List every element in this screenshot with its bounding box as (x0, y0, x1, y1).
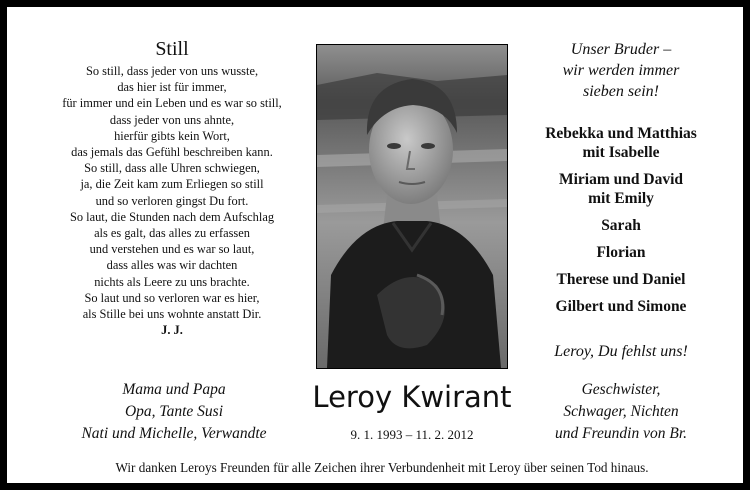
poem-line: ja, die Zeit kam zum Erliegen so still (80, 177, 264, 192)
poem-line: So laut und so verloren war es hier, (84, 290, 260, 305)
sibling-line: mit Emily (588, 190, 654, 207)
poem-line: als Stille bei uns wohnte anstatt Dir. (82, 307, 262, 322)
sibling-entry (515, 170, 727, 208)
poem-line: als es galt, das alles zu erfassen (94, 226, 250, 241)
family-line: Opa, Tante Susi (124, 403, 224, 420)
poem-line: dass alles was wir dachten (106, 258, 238, 273)
poem-line: das hier ist für immer, (117, 80, 227, 95)
poem-line: So still, dass alle Uhren schwiegen, (84, 161, 260, 176)
sibling-line: Sarah (601, 217, 641, 234)
motto (515, 39, 727, 102)
poem (33, 37, 311, 338)
poem-line: das jemals das Gefühl beschreiben kann. (71, 145, 273, 160)
poem-line: hierfür gibts kein Wort, (114, 128, 230, 143)
family-line: Nati und Michelle, Verwandte (81, 425, 267, 442)
poem-line: und verstehen und es war so laut, (89, 242, 255, 257)
sibling-line: Therese und Daniel (556, 271, 686, 288)
poem-line: nichts als Leere zu uns brachte. (94, 274, 250, 289)
sibling-entry (515, 216, 727, 235)
right-family-list (515, 379, 727, 445)
poem-line: So laut, die Stunden nach dem Aufschlag (69, 209, 275, 224)
sibling-entry (515, 124, 727, 162)
poem-line: für immer und ein Leben und es war so still, (62, 96, 282, 111)
portrait-photo (316, 44, 508, 369)
sibling-entry (515, 243, 727, 262)
family-line: Mama und Papa (122, 381, 226, 398)
family-line: Geschwister, (581, 381, 661, 398)
motto-line: wir werden immer (562, 62, 680, 79)
sibling-line: Gilbert und Simone (555, 298, 687, 315)
sibling-list (515, 124, 727, 324)
poem-title: Still (155, 38, 189, 60)
sibling-entry (515, 270, 727, 289)
sibling-entry (515, 297, 727, 316)
poem-lines (33, 63, 311, 322)
portrait-image (317, 45, 507, 368)
sibling-line: Miriam und David (558, 171, 683, 188)
thanks-note: Wir danken Leroys Freunden für alle Zeichen ihrer Verbundenheit mit Leroy über seinen Tod hinaus. (115, 460, 649, 475)
motto-line: Unser Bruder – (570, 41, 672, 58)
deceased-name: Leroy Kwirant (312, 380, 512, 414)
sibling-line: Rebekka und Matthias (545, 125, 697, 142)
sibling-line: Florian (596, 244, 646, 261)
left-family-list (51, 379, 297, 445)
closing-line: Leroy, Du fehlst uns! (554, 343, 688, 360)
poem-line: So still, dass jeder von uns wusste, (85, 64, 259, 78)
poem-signature: J. J. (161, 323, 183, 338)
sibling-line: mit Isabelle (582, 144, 660, 161)
family-line: Schwager, Nichten (563, 403, 679, 420)
motto-line: sieben sein! (583, 83, 659, 100)
poem-line: dass jeder von uns ahnte, (109, 112, 235, 127)
family-line: und Freundin von Br. (554, 425, 688, 442)
poem-line: und so verloren gingst Du fort. (95, 193, 249, 208)
life-dates: 9. 1. 1993 – 11. 2. 2012 (350, 427, 474, 442)
